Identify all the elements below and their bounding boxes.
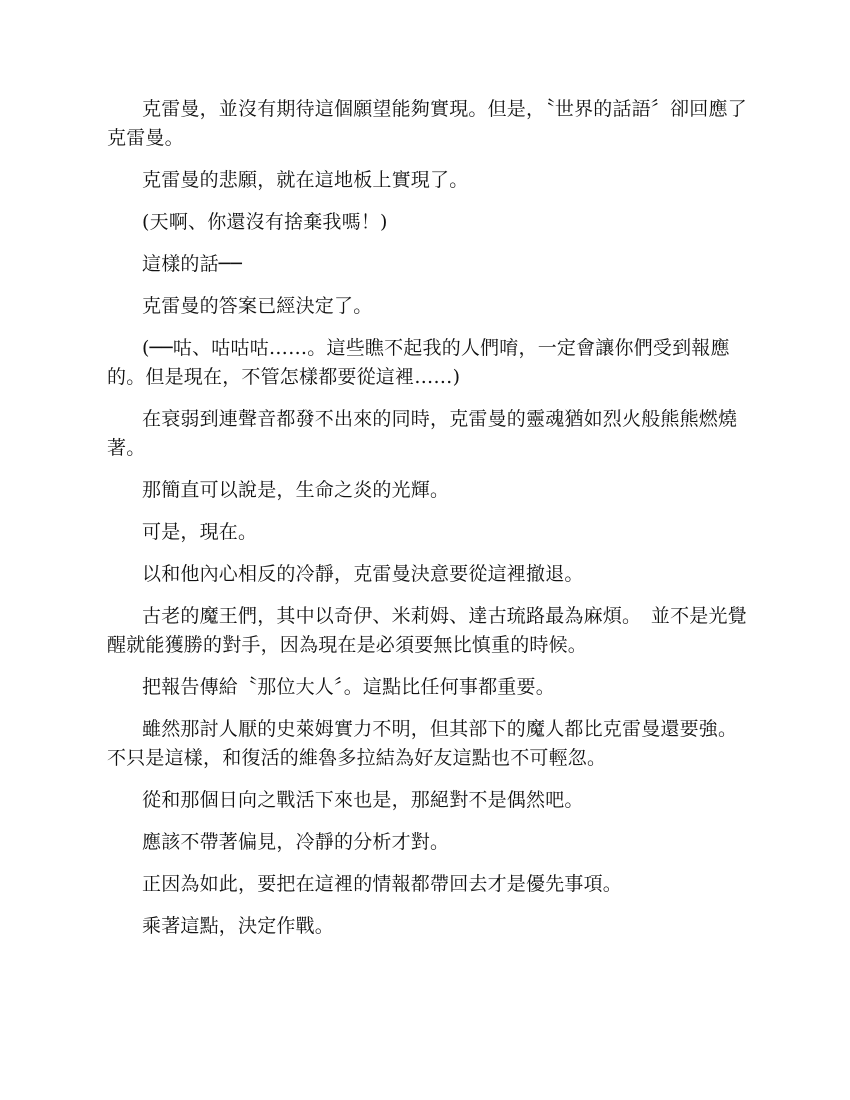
paragraph: 以和他內心相反的冷靜，克雷曼決意要從這裡撤退。 (142, 563, 584, 585)
paragraph: 乘著這點，決定作戰。 (142, 915, 335, 937)
paragraph: (──咕、咕咕咕……。這些瞧不起我的人們唷，一定會讓你們受到報應的。但是現在，不管怎樣都要從這裡……) (107, 337, 730, 388)
paragraph: 這樣的話── (142, 253, 243, 275)
document-body (107, 95, 747, 954)
paragraph: 在衰弱到連聲音都發不出來的同時，克雷曼的靈魂猶如烈火般熊熊燃燒著。 (107, 408, 738, 459)
paragraph: 從和那個日向之戰活下來也是，那絕對不是偶然吧。 (142, 789, 584, 811)
paragraph: 古老的魔王們，其中以奇伊、米莉姆、達古琉路最為麻煩。 並不是光覺醒就能獲勝的對手，因為現在是必須要無比慎重的時候。 (107, 605, 747, 656)
paragraph: 應該不帶著偏見，冷靜的分析才對。 (142, 831, 450, 853)
paragraph: 雖然那討人厭的史萊姆實力不明，但其部下的魔人都比克雷曼還要強。不只是這樣，和復活的維魯多拉結為好友這點也不可輕忽。 (107, 718, 738, 769)
paragraph: 可是，現在。 (142, 521, 258, 543)
paragraph: 把報告傳給〝那位大人〞。這點比任何事都重要。 (142, 676, 555, 698)
paragraph: 克雷曼，並沒有期待這個願望能夠實現。但是，〝世界的話語〞卻回應了克雷曼。 (107, 98, 747, 149)
paragraph: 正因為如此，要把在這裡的情報都帶回去才是優先事項。 (142, 873, 623, 895)
paragraph: (天啊、你還沒有捨棄我嗎！) (142, 211, 388, 233)
paragraph: 那簡直可以說是，生命之炎的光輝。 (142, 479, 450, 501)
paragraph: 克雷曼的答案已經決定了。 (142, 295, 373, 317)
paragraph: 克雷曼的悲願，就在這地板上實現了。 (142, 169, 469, 191)
